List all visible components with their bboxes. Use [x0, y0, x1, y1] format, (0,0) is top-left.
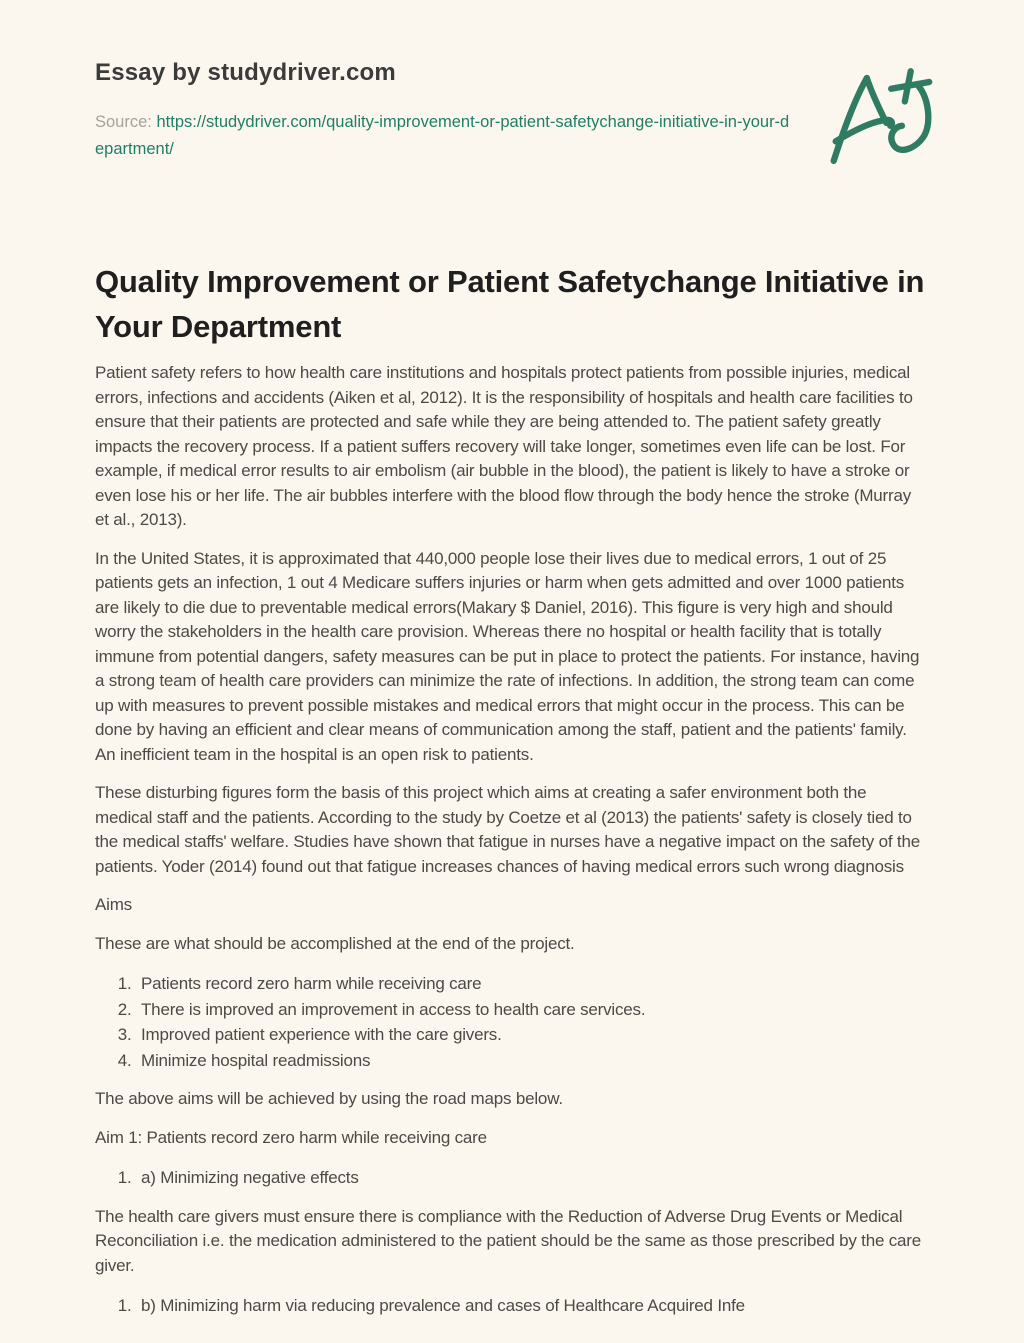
article: [95, 259, 925, 1319]
aims-list-item: 2. There is improved an improvement in access to health care services.: [136, 998, 925, 1023]
a-plus-logo-icon: [824, 68, 936, 168]
aim1-list-b-item: 1. b) Minimizing harm via reducing prevalence and cases of Healthcare Acquired Infe: [136, 1294, 925, 1319]
source-link[interactable]: https://studydriver.com/quality-improvement-or-patient-safetychange-initiative-in-your-department/: [95, 113, 790, 158]
roadmap-intro: The above aims will be achieved by using the road maps below.: [95, 1089, 563, 1108]
paragraph-us-statistics: In the United States, it is approximated that 440,000 people lose their lives due to medical errors, 1 out of 25 patients gets an infection, 1 out 4 Medicare suffers injuries or harm when gets admitted and over 1000 patients are likely to die due to preventable medical errors(Makary $ Daniel, 2016). This figure is very high and should worry the stakeholders in the health care provision. Whereas there no hospital or health facility that is totally immune from potential dangers, safety measures can be put in place to protect the patients. For instance, having a strong team of health care providers can minimize the rate of infections. In addition, the strong team can come up with measures to prevent possible mistakes and medical errors that might occur in the process. This can be done by having an efficient and clear means of communication among the staff, patient and the patients' family. An inefficient team in the hospital is an open risk to patients.: [95, 548, 920, 764]
aim1-paragraph-a: The health care givers must ensure there is compliance with the Reduction of Adverse Drug Events or Medical Reconciliation i.e. the medication administered to the patient should be the same as those prescribed by the care giver.: [95, 1206, 922, 1275]
site-title: Essay by studydriver.com: [95, 59, 396, 86]
aim1-list-a-item: 1. a) Minimizing negative effects: [136, 1166, 925, 1191]
aim1-heading: Aim 1: Patients record zero harm while receiving care: [95, 1127, 487, 1147]
aims-list: [95, 972, 925, 1073]
paragraph-patient-safety: Patient safety refers to how health care institutions and hospitals protect patients from possible injuries, medical errors, infections and accidents (Aiken et al, 2012). It is the responsibility of hospitals and health care facilities to ensure that their patients are protected and safe while they are being attended to. The patient safety greatly impacts the recovery process. If a patient suffers recovery will take longer, sometimes even life can be lost. For example, if medical error results to air embolism (air bubble in the blood), the patient is likely to have a stroke or even lose his or her life. The air bubbles interfere with the blood flow through the body hence the stroke (Murray et al., 2013).: [95, 363, 913, 529]
aims-heading: Aims: [95, 895, 132, 914]
aims-list-item: 1. Patients record zero harm while receiving care: [136, 972, 925, 997]
paragraph-project-basis: These disturbing figures form the basis of this project which aims at creating a safer environment both the medical staff and the patients. According to the study by Coetze et al (2013) the patients' safety is closely tied to the medical staffs' welfare. Studies have shown that fatigue in nurses have a negative impact on the safety of the patients. Yoder (2014) found out that fatigue increases chances of having medical errors such wrong diagnosis: [95, 783, 920, 876]
page-header: [95, 58, 925, 163]
aims-intro: These are what should be accomplished at the end of the project.: [95, 933, 575, 953]
aims-list-item: 4. Minimize hospital readmissions: [136, 1049, 925, 1074]
aim1-list-a: [95, 1166, 925, 1191]
source-label: Source:: [95, 113, 152, 131]
article-title: Quality Improvement or Patient Safetychange Initiative in Your Department: [95, 264, 925, 344]
source-line: [95, 109, 795, 163]
aim1-list-b: [95, 1294, 925, 1319]
aims-list-item: 3. Improved patient experience with the care givers.: [136, 1023, 925, 1048]
